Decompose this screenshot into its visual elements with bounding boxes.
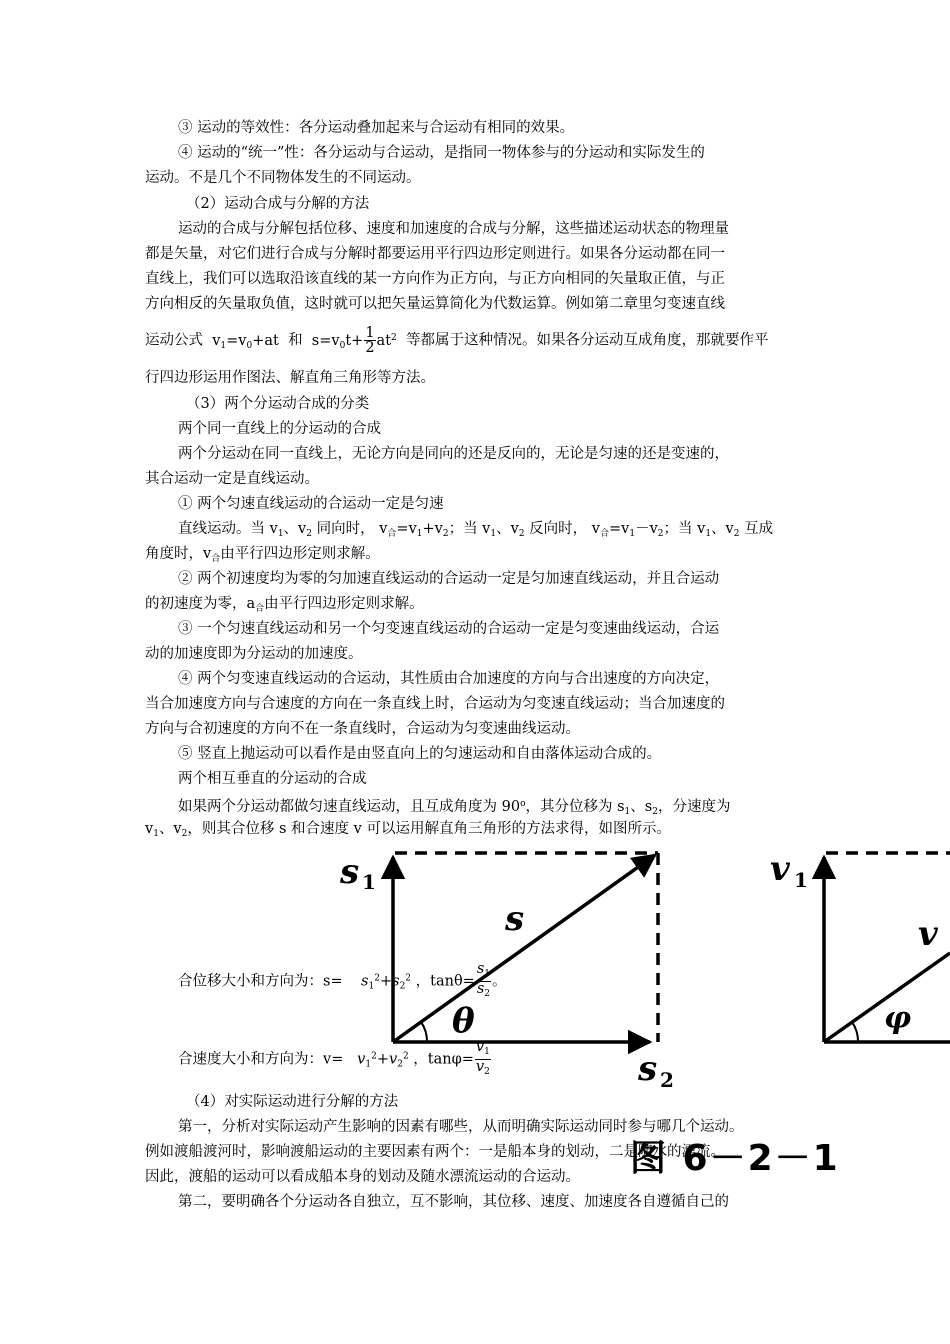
- text-seg: 和: [288, 332, 303, 349]
- para-method-6: 行四边形运用作图法、解直角三角形等方法。: [145, 370, 435, 386]
- label-theta: θ: [452, 1001, 475, 1041]
- label-s2: s: [638, 1049, 658, 1089]
- text-seg: 反向时，: [529, 521, 588, 537]
- para-equivalence: ③ 运动的等效性：各分运动叠加起来与合运动有相同的效果。: [178, 120, 575, 136]
- para-curve-1: ③ 一个匀速直线运动和另一个匀变速直线运动的合运动一定是匀变速曲线运动，合运: [178, 621, 720, 637]
- para-method-5: [145, 326, 768, 356]
- text-seg: 运动公式: [145, 332, 203, 349]
- label-v1-sub: 1: [794, 868, 808, 892]
- para-two-variable-2: 当合加速度方向与合速度的方向在一条直线上时，合运动为匀变速直线运动；当合加速度的: [145, 696, 725, 712]
- para-method-4: 方向相反的矢量取负值，这时就可以把矢量运算简化为代数运算。例如第二章里匀变速直线: [145, 296, 725, 312]
- text-seg: ；当: [448, 521, 478, 537]
- para-accel-2: 的初速度为零，$a_合$由平行四边形定则求解。: [145, 596, 424, 614]
- text-seg: 的初速度为零，: [145, 596, 247, 612]
- text-seg: 直线运动。当: [178, 521, 265, 537]
- text-seg: 互成: [744, 521, 774, 537]
- text-seg: 由平行四边形定则求解。: [220, 546, 380, 562]
- para-method-2: 都是矢量，对它们进行合成与分解时都要运用平行四边形定则进行。如果各分运动都在同一: [145, 246, 725, 262]
- label-s1-sub: 1: [362, 870, 376, 894]
- label-v1: v: [770, 849, 790, 889]
- para-perpendicular-2: $v_1$、$v_2$，则其合位移 s 和合速度 v 可以运用解直角三角形的方法求得，如图所示。: [145, 821, 671, 839]
- text-seg: ，分速度为: [657, 799, 731, 815]
- figure-caption: 图 6－2－1: [630, 1138, 840, 1179]
- label-s: s: [505, 899, 525, 939]
- text-seg: ，则其合位移 s 和合速度 v 可以运用解直角三角形的方法求得，如图所示。: [187, 821, 671, 837]
- para-vertical-throw: ⑤ 竖直上抛运动可以看作是由竖直向上的匀速运动和自由落体运动合成的。: [178, 746, 662, 762]
- para-same-line-1: 两个分运动在同一直线上，无论方向是同向的还是反向的，无论是匀速的还是变速的，: [178, 446, 729, 462]
- para-decompose-4: 第二，要明确各个分运动各自独立，互不影响，其位移、速度、加速度各自遵循自己的: [178, 1194, 729, 1210]
- theta-arc: [421, 1022, 427, 1042]
- formula-displacement-result: 合位移大小和方向为：s= $s_1^2+s_2^2$ ，tanθ= $\frac{s_1}{s_2}$ 。: [178, 961, 507, 999]
- label-s1: s: [340, 852, 360, 892]
- label-s2-sub: 2: [660, 1068, 674, 1092]
- phi-arc: [852, 1022, 858, 1042]
- formula-displacement: $s=v_0t+$ $\frac{1}{2}$ $at^2$: [307, 325, 397, 356]
- para-decompose-3: 因此，渡船的运动可以看成船本身的划动及随水漂流运动的合运动。: [145, 1169, 580, 1185]
- text-seg: 合速度大小和方向为：v=: [178, 1051, 344, 1068]
- para-two-variable-3: 方向与合初速度的方向不在一条直线时，合运动为匀变速曲线运动。: [145, 721, 580, 737]
- para-decompose-1: 第一，分析对实际运动产生影响的因素有哪些，从而明确实际运动同时参与哪几个运动。: [178, 1119, 744, 1135]
- subheading-perpendicular: 两个相互垂直的分运动的合成: [178, 771, 367, 787]
- text-seg: 同向时，: [316, 521, 375, 537]
- para-method-1: 运动的合成与分解包括位移、速度和加速度的合成与分解，这些描述运动状态的物理量: [178, 221, 729, 237]
- para-decompose-2: 例如渡船渡河时，影响渡船运动的主要因素有两个：一是船本身的划动，二是随水的漂流。: [145, 1144, 725, 1160]
- para-two-variable-1: ④ 两个匀变速直线运动的合运动，其性质由合加速度的方向与合出速度的方向决定，: [178, 671, 720, 687]
- text-seg: ；当: [663, 521, 693, 537]
- text-seg: 如果两个分运动都做匀速直线运动，且互成角度为 90: [178, 799, 521, 815]
- heading-method: （2）运动合成与分解的方法: [186, 196, 370, 212]
- formula-velocity: $v_1=v_0+at$: [207, 332, 284, 351]
- formula-velocity-result: 合速度大小和方向为：v= $v_1^2+v_2^2$ ，tanφ= $\frac{v_1}{v_2}$: [178, 1039, 490, 1077]
- text-seg: 合位移大小和方向为：s=: [178, 973, 343, 990]
- subheading-same-line: 两个同一直线上的分运动的合成: [178, 421, 381, 437]
- para-curve-2: 动的加速度即为分运动的加速度。: [145, 646, 363, 662]
- para-uniform-2: 直线运动。当 $v_1$、$v_2$ 同向时， $v_合=v_1+v_2$；当 $v_1$、$v_2$ 反向时， $v_合=v_1-v_2$；当 $v_1$、$v_2$ 互成: [178, 521, 774, 539]
- s-diagonal: [393, 855, 655, 1042]
- heading-decompose: （4）对实际运动进行分解的方法: [186, 1094, 399, 1110]
- text-seg: 等都属于这种情况。如果各分运动互成角度，那就要作平: [405, 332, 769, 349]
- para-unity-1: ④ 运动的“统一”性：各分运动与合运动，是指同一物体参与的分运动和实际发生的: [178, 145, 705, 161]
- para-same-line-2: 其合运动一定是直线运动。: [145, 471, 319, 487]
- text-seg: ，其分位移为: [525, 799, 613, 815]
- label-phi: φ: [884, 1001, 912, 1036]
- para-uniform-1: ① 两个匀速直线运动的合运动一定是匀速: [178, 496, 444, 512]
- heading-classification: （3）两个分运动合成的分类: [186, 396, 370, 412]
- text-seg: 角度时，: [145, 546, 203, 562]
- para-unity-2: 运动。不是几个不同物体发生的不同运动。: [145, 170, 421, 186]
- text-seg: 由平行四边形定则求解。: [264, 596, 424, 612]
- label-v: v: [918, 914, 938, 954]
- para-uniform-3: 角度时，$v_合$由平行四边形定则求解。: [145, 546, 380, 564]
- para-perpendicular-1: 如果两个分运动都做匀速直线运动，且互成角度为 90$^o$，其分位移为 $s_1$、$s_2$，分速度为: [178, 799, 731, 817]
- para-accel-1: ② 两个初速度均为零的匀加速直线运动的合运动一定是匀加速直线运动，并且合运动: [178, 571, 720, 587]
- para-method-3: 直线上，我们可以选取沿该直线的某一方向作为正方向，与正方向相同的矢量取正值，与正: [145, 271, 725, 287]
